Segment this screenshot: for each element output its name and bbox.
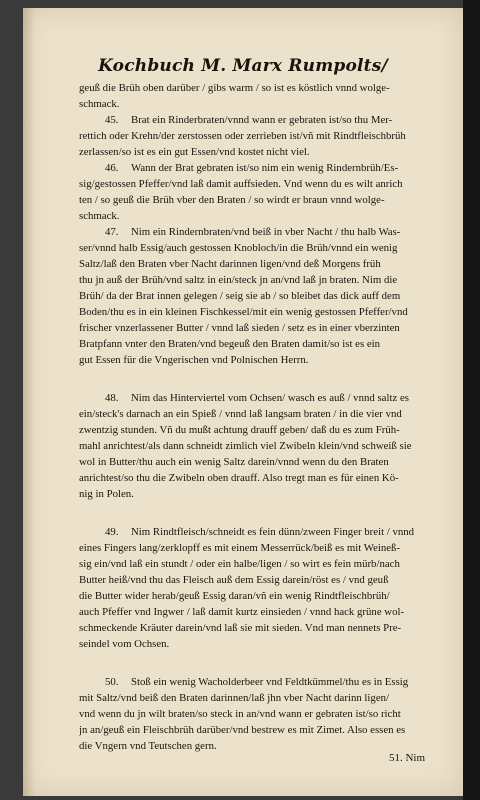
text-line: 49. Nim Rindtfleisch/schneidt es fein dünn/zween Finger breit / vnnd <box>105 526 415 538</box>
text-line: anrichtest/so thu die Zwibeln oben drauff. Also tregt man es für einen Kö- <box>79 472 399 484</box>
catchword: 51. Nim <box>388 752 425 764</box>
recipe-number: 47. <box>105 226 119 238</box>
recipe-48 <box>79 390 434 502</box>
text-line: zwentzig stunden. Vñ du mußt achtung drauff geben/ daß du es zum Früh- <box>79 424 400 436</box>
recipe-45 <box>79 112 434 160</box>
page-body <box>79 80 434 754</box>
text-line: Saltz/laß den Braten vber Nacht darinnen ligen/vnd deß Morgens früh <box>79 258 381 270</box>
recipe-number: 45. <box>105 114 119 126</box>
continuation-paragraph <box>79 80 434 112</box>
text-line: ein/steck's darnach an ein Spieß / vnnd laß langsam braten / in die vier vnd <box>79 408 402 420</box>
scan-border <box>463 0 480 800</box>
text-line: vnd wenn du jn wilt braten/so steck in an/vnd wann er gebraten ist/so richt <box>79 708 401 720</box>
text-line: Brüh/ da der Brat innen gelegen / seig sie ab / so bleibet das dick auff dem <box>79 290 401 302</box>
text-line: ten / so geuß die Brüh vber den Braten / so wirdt er braun vnnd wolge- <box>79 194 385 206</box>
text-line: 46. Wann der Brat gebraten ist/so nim ein wenig Rindernbrüh/Es- <box>105 162 399 174</box>
text-line: wol in Butter/thu auch ein wenig Saltz darein/vnnd wenn du den Braten <box>79 456 389 468</box>
recipe-number: 46. <box>105 162 119 174</box>
recipe-47 <box>79 224 434 368</box>
text-line: auch Pfeffer vnd Ingwer / laß damit kurtz einsieden / vnnd hack grüne wol- <box>79 606 405 618</box>
text-line: ser/vnnd halb Essig/auch gestossen Knobloch/in die Brüh/vnnd ein wenig <box>79 242 398 254</box>
text-line: thu jn auß der Brüh/vnd saltz in ein/steck jn an/vnd laß jn braten. Nim die <box>79 274 398 286</box>
recipe-number: 49. <box>105 526 119 538</box>
text-line: gut Essen für die Vngerischen vnd Polnischen Herrn. <box>79 354 309 366</box>
text-line: schmeckende Kräuter darein/vnd laß sie mit sieden. Vnd man nennets Pre- <box>79 622 402 634</box>
text-line: die Butter wider herab/geuß Essig daran/vñ ein wenig Rindtfleischbrüh/ <box>79 590 390 602</box>
text-line: die Vngern vnd Teutschen gern. <box>79 740 217 752</box>
text-line: sig/gestossen Pfeffer/vnd laß damit auffsieden. Vnd wenn du es wilt anrich <box>79 178 403 190</box>
text-line: 48. Nim das Hinterviertel vom Ochsen/ wasch es auß / vnnd saltz es <box>105 392 409 404</box>
page-edge-shadow <box>23 8 35 796</box>
text-line: zerlassen/so ist es ein gut Essen/vnd kostet nicht viel. <box>79 146 310 158</box>
text-line: 45. Brat ein Rinderbraten/vnnd wann er gebraten ist/so thu Mer- <box>105 114 393 126</box>
text-line: mit Saltz/vnd beiß den Braten darinnen/laß jhn vber Nacht darinn ligen/ <box>79 692 390 704</box>
text-line: rettich oder Krehn/der zerstossen oder zerrieben ist/vñ mit Rindtfleischbrüh <box>79 130 406 142</box>
text-line: Boden/thu es in ein kleinen Fischkessel/mit ein wenig gestossen Pfeffer/vnd <box>79 306 408 318</box>
book-page <box>23 8 463 796</box>
text-line: seindel vom Ochsen. <box>79 638 170 650</box>
recipe-number: 48. <box>105 392 119 404</box>
text-line: geuß die Brüh oben darüber / gibs warm / so ist es köstlich vnnd wolge- <box>79 82 390 94</box>
text-line: 47. Nim ein Rindernbraten/vnd beiß in vber Nacht / thu halb Was- <box>105 226 401 238</box>
text-line: schmack. <box>79 98 120 110</box>
text-line: Butter heiß/vnd thu das Fleisch auß dem Essig darein/röst es / vnd geuß <box>79 574 389 586</box>
text-line: mahl anrichtest/als dann schneidt zimlich viel Zwibeln klein/vnd schweiß sie <box>79 440 412 452</box>
recipe-50 <box>79 674 434 754</box>
text-line: Bratpfann vnter den Braten/vnd begeuß den Braten damit/so ist es ein <box>79 338 381 350</box>
text-line: nig in Polen. <box>79 488 134 500</box>
text-line: sig ein/vnd laß ein stundt / oder ein halbe/ligen / so wirt es fein mürb/nach <box>79 558 400 570</box>
text-line: jn an/geuß ein Fleischbrüh darüber/vnd bestrew es mit Zimet. Also essen es <box>79 724 406 736</box>
recipe-number: 50. <box>105 676 119 688</box>
text-line: 50. Stoß ein wenig Wacholderbeer vnd Feldtkümmel/thu es in Essig <box>105 676 409 688</box>
recipe-49 <box>79 524 434 652</box>
text-line: frischer vnzerlassener Butter / vnnd laß sieden / setz es in einer vberzinten <box>79 322 400 334</box>
running-header: Kochbuch M. Marx Rumpolts/ <box>98 56 388 76</box>
text-line: eines Fingers lang/zerklopff es mit einem Messerrück/beiß es mit Weineß- <box>79 542 401 554</box>
text-line: schmack. <box>79 210 120 222</box>
recipe-46 <box>79 160 434 224</box>
